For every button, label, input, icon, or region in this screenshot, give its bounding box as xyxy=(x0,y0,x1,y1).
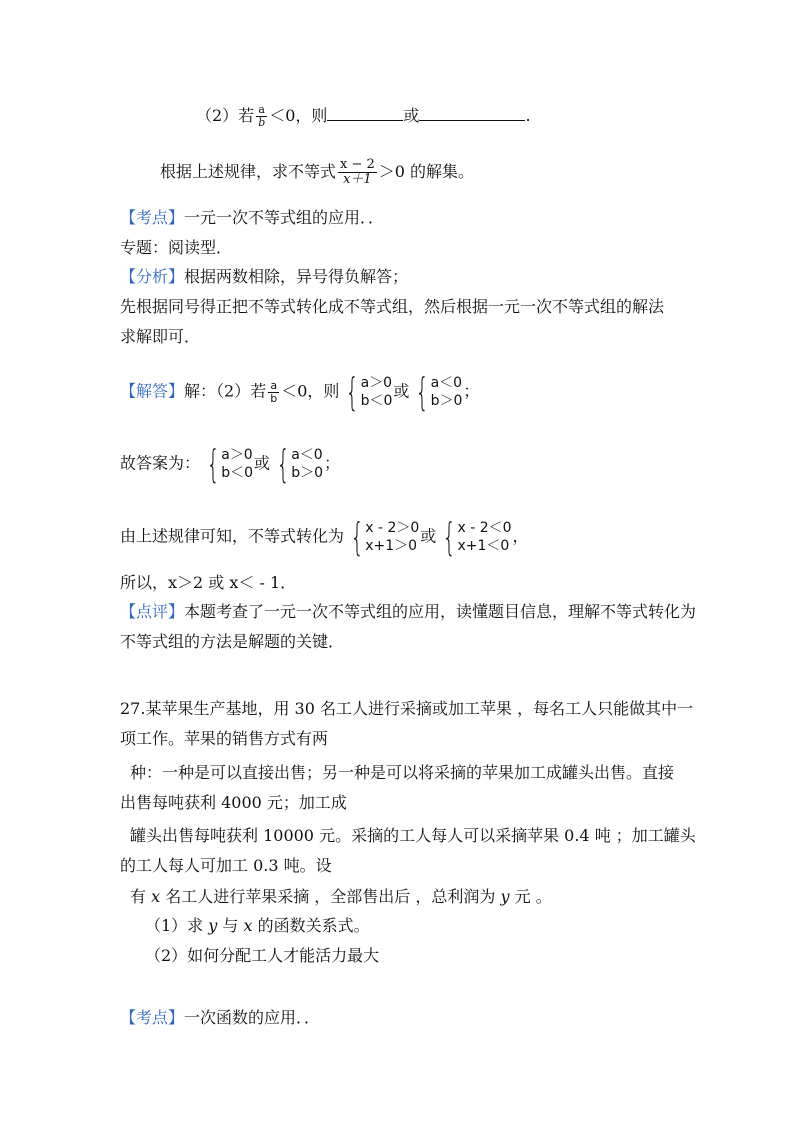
q26-kaodian: 【考点】一元一次不等式组的应用．． xyxy=(120,208,385,227)
q26-rule-line: 根据上述规律，求不等式 $\frac{x - 2}{x+1}$ ＞0 的解集。 xyxy=(160,157,475,187)
inequality-system-5: { x - 2＞0 x+1＞0 xyxy=(350,515,420,559)
q26-rule-fraction: $\frac{x - 2}{x+1}$ xyxy=(340,157,375,187)
inequality-system-1: { a＞0 b＜0 xyxy=(345,370,393,414)
kaodian-tag: 【考点】 xyxy=(120,208,185,227)
inequality-system-6: { x - 2＜0 x+1＜0 xyxy=(442,515,512,559)
q26-part2-fraction: $\frac{a}{b}$ xyxy=(258,103,266,129)
q26-part2-condition: ＜0，则 xyxy=(269,106,328,125)
q27-sub2: （2）如何分配工人才能活力最大 xyxy=(145,946,380,965)
q26-conclusion: 所以，x＞2 或 x＜ - 1． xyxy=(120,573,297,592)
q26-fenxi: 【分析】根据两数相除，异号得负解答； xyxy=(120,267,409,286)
kaodian-tag-2: 【考点】 xyxy=(120,1008,185,1027)
q26-fenxi-line2: 先根据同号得正把不等式转化成不等式组，然后根据一元一次不等式组的解法 xyxy=(120,297,665,316)
q27-line2: 项工作。苹果的销售方式有两 xyxy=(120,729,329,748)
inequality-system-2: { a＜0 b＞0 xyxy=(415,370,463,414)
q26-part2-line: （2）若 $\frac{a}{b}$ ＜0，则 或 . xyxy=(196,103,531,129)
q26-dianping-line2: 不等式组的方法是解题的关键． xyxy=(120,632,345,651)
jieda-tag: 【解答】 xyxy=(120,381,185,401)
answer-blank-1 xyxy=(327,106,403,121)
q27-line4: 出售每吨获利 4000 元；加工成 xyxy=(120,793,347,812)
q26-answer: 故答案为： { a＞0 b＜0 或 { a＜0 b＞0 ； xyxy=(120,442,341,486)
q26-zhuanti: 专题：阅读型． xyxy=(120,238,233,257)
q27-line1: 27.某苹果生产基地，用 30 名工人进行采摘或加工苹果 ，每名工人只能做其中一 xyxy=(120,699,694,718)
q26-dianping: 【点评】本题考查了一元一次不等式组的应用，读懂题目信息，理解不等式转化为 xyxy=(120,602,697,621)
answer-blank-2 xyxy=(419,106,525,121)
jieda-fraction: $\frac{a}{b}$ xyxy=(270,378,278,405)
q26-fenxi-line3: 求解即可． xyxy=(120,327,201,346)
inequality-system-4: { a＜0 b＞0 xyxy=(276,442,323,486)
q27-line5: 罐头出售每吨获利 10000 元。采摘的工人每人可以采摘苹果 0.4 吨 ；加工罐头 xyxy=(130,826,696,845)
fenxi-tag: 【分析】 xyxy=(120,267,185,286)
q27-kaodian: 【考点】一次函数的应用．． xyxy=(120,1008,321,1027)
q26-rule-result: 由上述规律可知，不等式转化为 { x - 2＞0 x+1＞0 或 { x - 2＜0 x+1＜0 ， xyxy=(120,515,529,559)
q27-line7: 有 x 名工人进行苹果采摘 ，全部售出后 ，总利润为 y 元 。 xyxy=(130,887,552,906)
inequality-system-3: { a＞0 b＜0 xyxy=(206,442,253,486)
q27-line6: 的工人每人可加工 0.3 吨。设 xyxy=(120,856,332,875)
q26-jieda: 【解答】解：（2）若 $\frac{a}{b}$ ＜0，则 { a＞0 b＜0 或 { a＜0 b＞0 ； xyxy=(120,370,480,414)
q27-sub1: （1）求 y 与 x 的函数关系式。 xyxy=(145,916,370,935)
q26-part2-prefix: （2）若 xyxy=(196,106,255,125)
dianping-tag: 【点评】 xyxy=(120,602,185,621)
q27-line3: 种：一种是可以直接出售；另一种是可以将采摘的苹果加工成罐头出售。直接 xyxy=(130,763,675,782)
